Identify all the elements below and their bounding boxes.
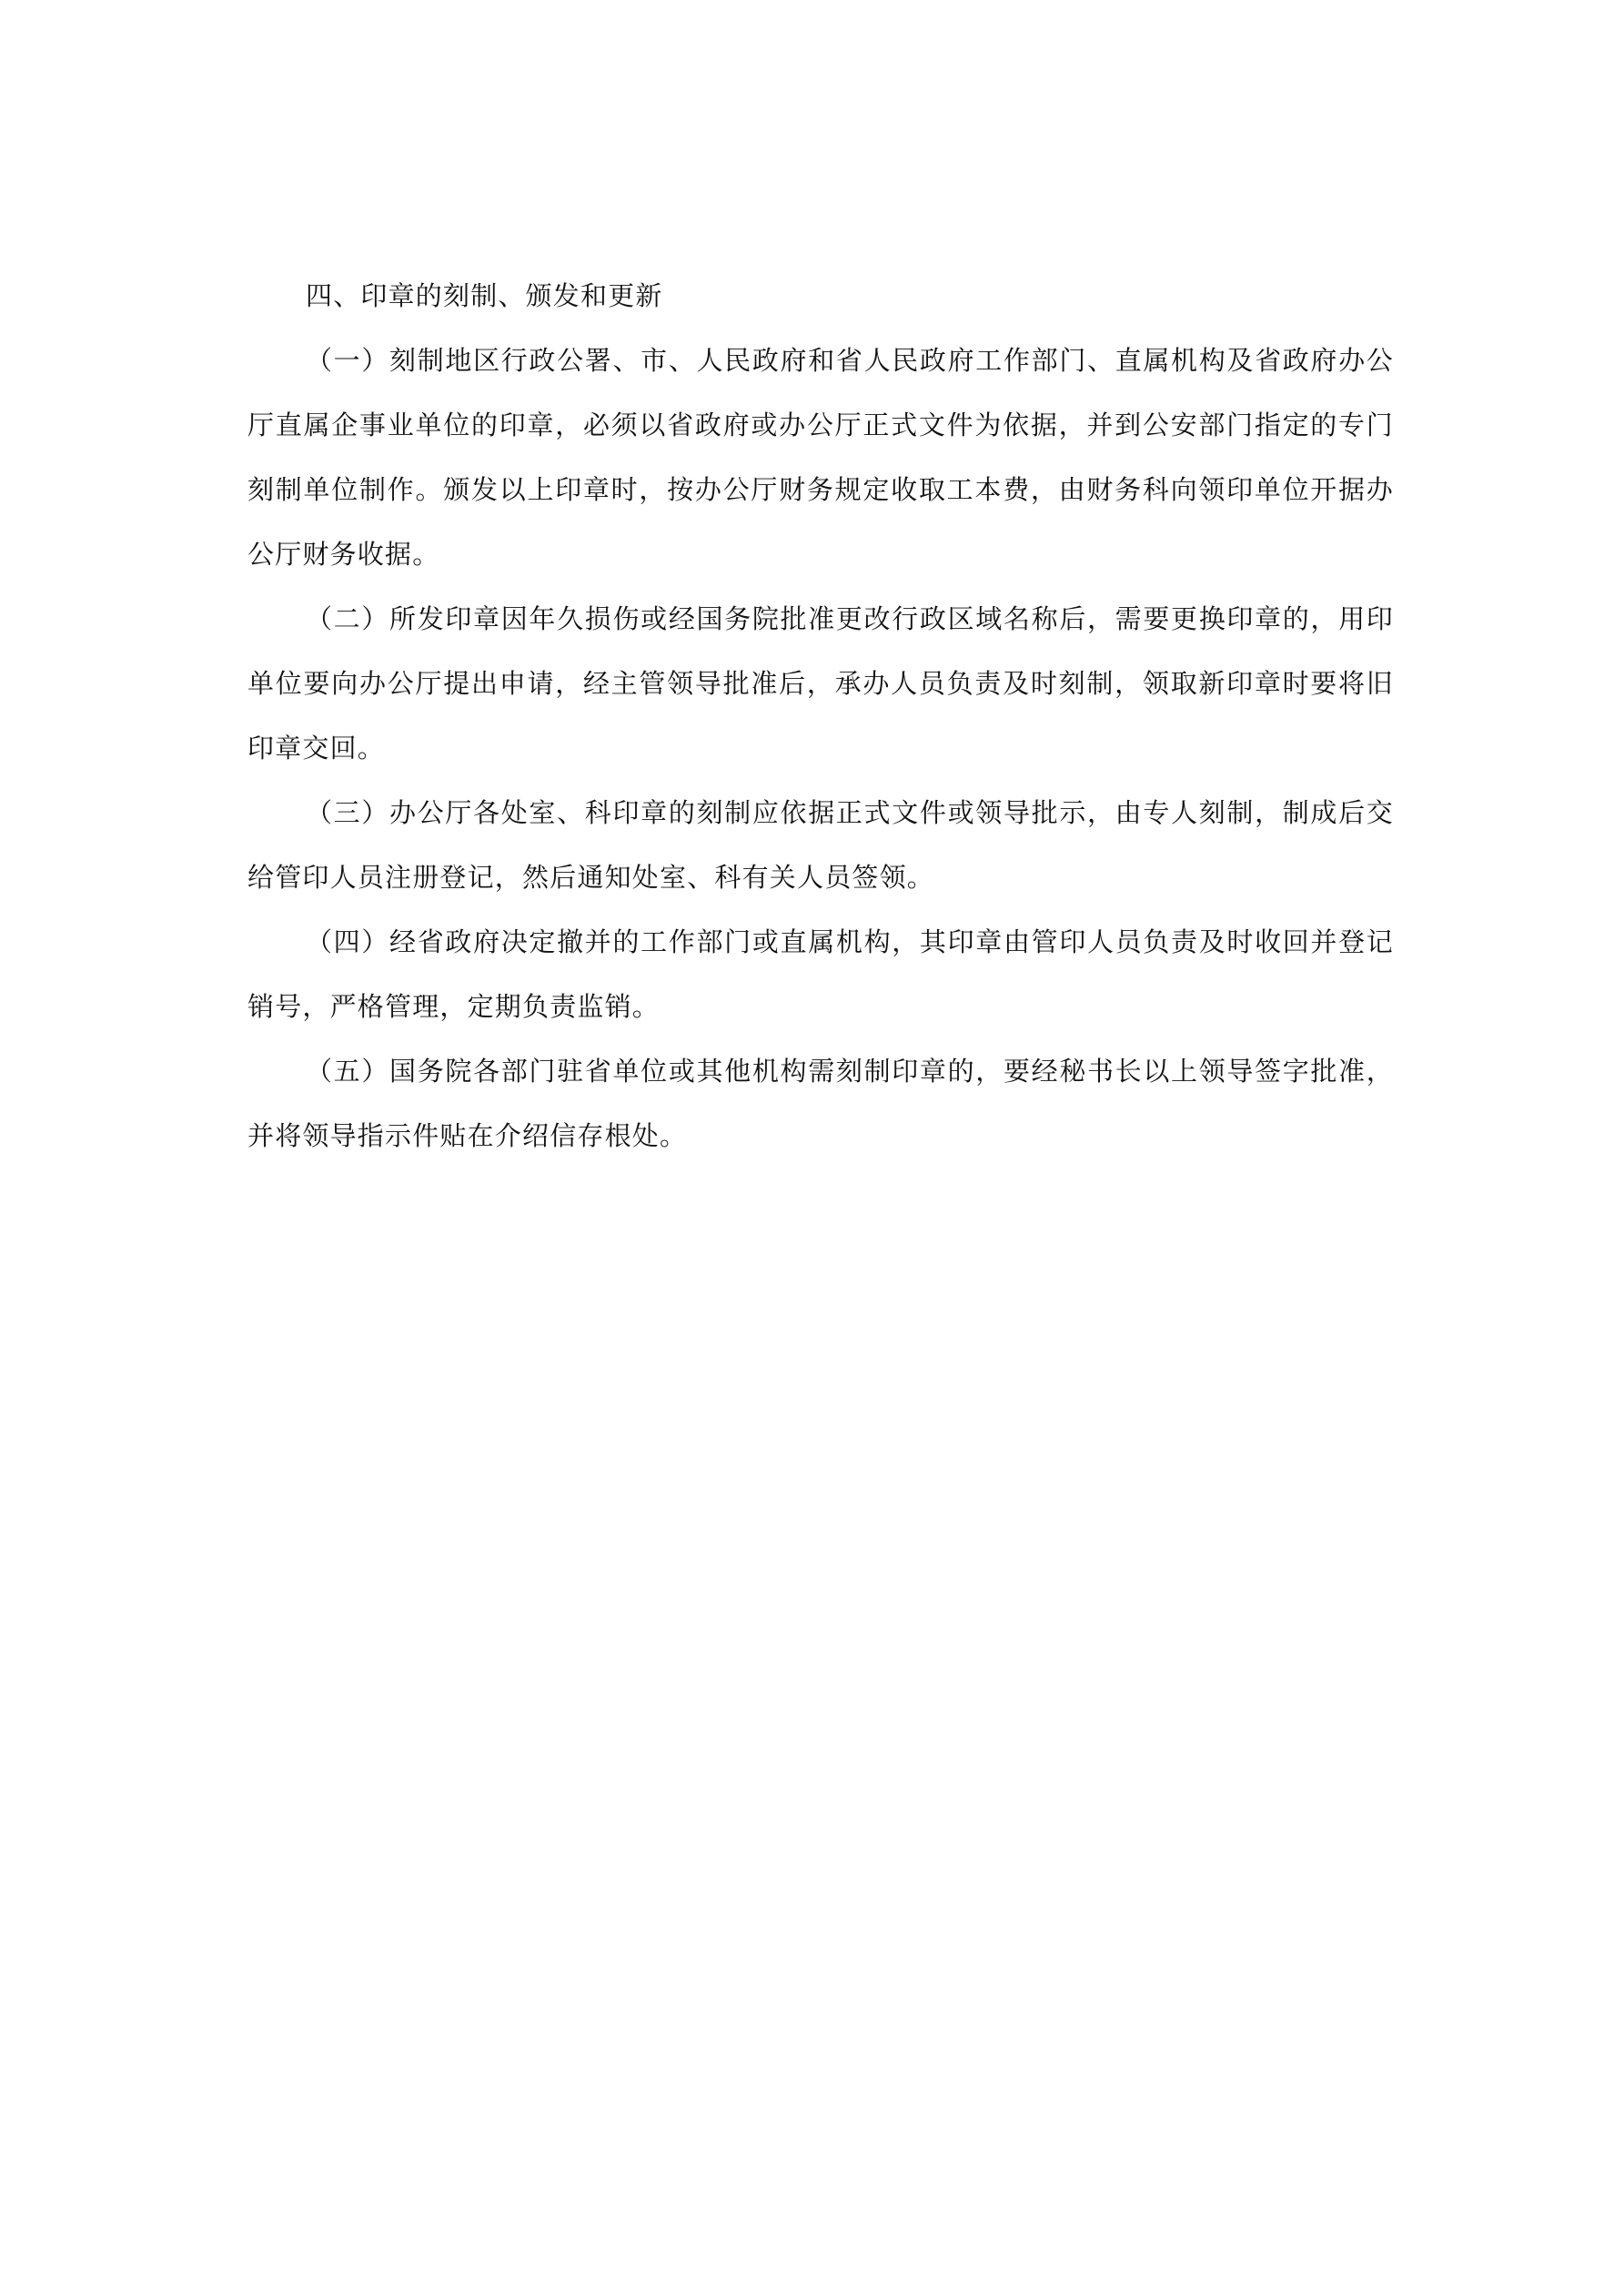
- section-heading: 四、印章的刻制、颁发和更新: [306, 280, 663, 311]
- paragraph-5: （五）国务院各部门驻省单位或其他机构需刻制印章的，要经秘书长以上领导签字批准，并将领导指示件贴在介绍信存根处。: [247, 1056, 1394, 1151]
- paragraph-3: （三）办公厅各处室、科印章的刻制应依据正式文件或领导批示，由专人刻制，制成后交给管印人员注册登记，然后通知处室、科有关人员签领。: [247, 797, 1394, 893]
- document-body: [247, 264, 1394, 1168]
- paragraph-4: （四）经省政府决定撤并的工作部门或直属机构，其印章由管印人员负责及时收回并登记销号，严格管理，定期负责监销。: [247, 926, 1394, 1022]
- paragraph-2: （二）所发印章因年久损伤或经国务院批准更改行政区域名称后，需要更换印章的，用印单位要向办公厅提出申请，经主管领导批准后，承办人员负责及时刻制，领取新印章时要将旧印章交回。: [247, 603, 1394, 764]
- paragraph-1: （一）刻制地区行政公署、市、人民政府和省人民政府工作部门、直属机构及省政府办公厅直属企事业单位的印章，必须以省政府或办公厅正式文件为依据，并到公安部门指定的专门刻制单位制作。颁发以上印章时，按办公厅财务规定收取工本费，由财务科向领印单位开据办公厅财务收据。: [247, 345, 1394, 570]
